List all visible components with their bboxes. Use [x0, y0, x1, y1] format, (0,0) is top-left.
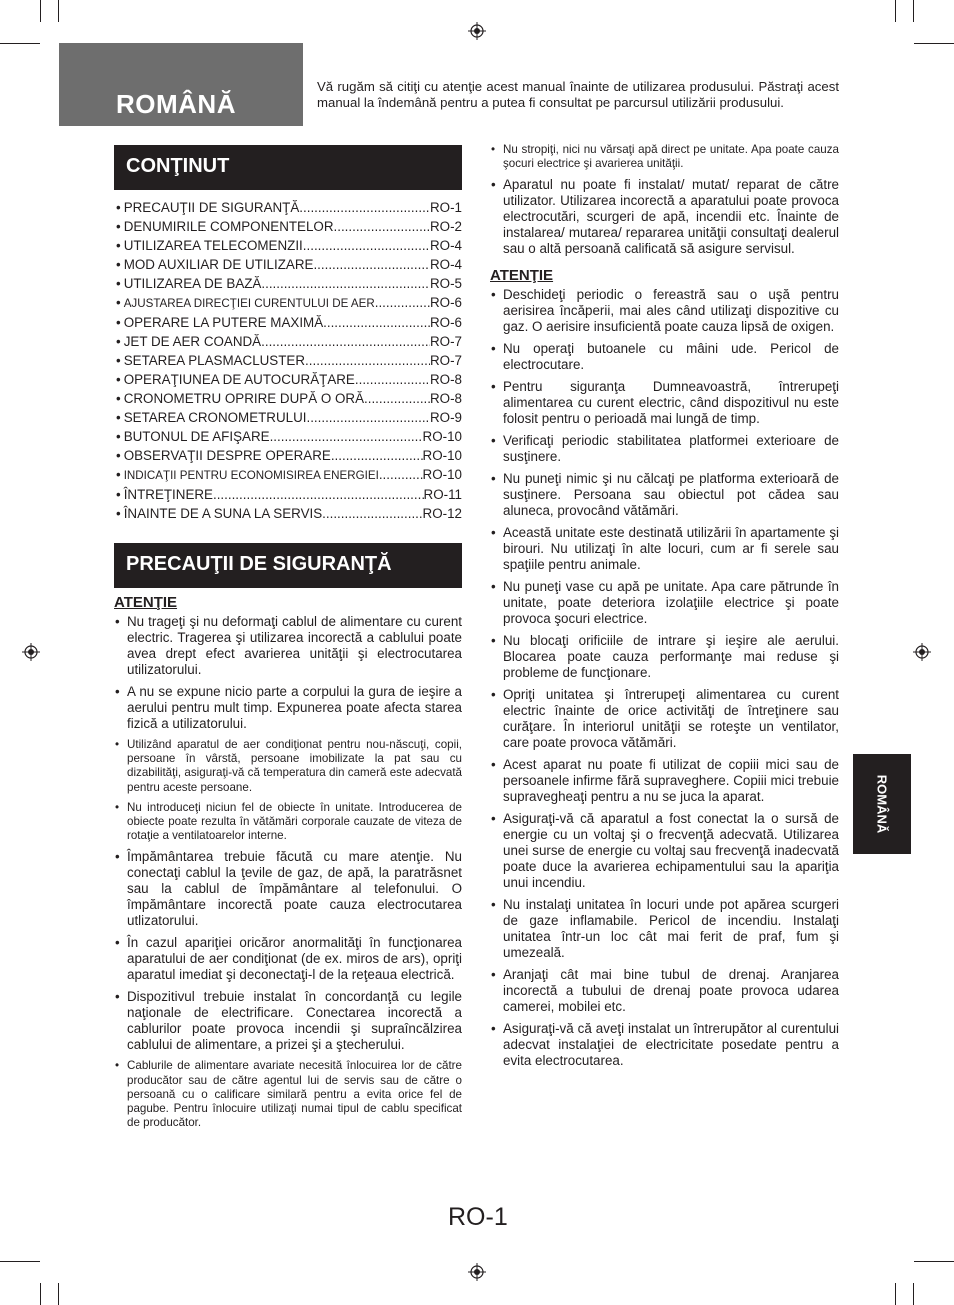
caution-list [114, 614, 462, 1130]
list-item: • În cazul apariţiei oricăror anormalităţi în funcţionarea aparatului de aer condiţionat (de ex. miros de ars), opriţi aparatul imediat şi deconectaţi-l de la reţeaua electrică. [114, 935, 462, 983]
toc-item-page: RO-1 [430, 200, 462, 215]
bullet: • [116, 410, 121, 425]
toc-item [116, 217, 462, 236]
list-item: • A nu se expune nicio parte a corpului la gura de ieşire a aerului pentru mult timp. Expunerea poate afecta starea fizică a utilizatorului. [114, 684, 462, 732]
language-side-tab [853, 754, 911, 854]
toc-item-page: RO-7 [430, 334, 462, 349]
crop-mark [895, 0, 896, 22]
safety-title: PRECAUŢII DE SIGURANŢĂ [114, 543, 462, 588]
crop-mark [0, 43, 40, 44]
toc-item [116, 255, 462, 274]
toc-item-label: UTILIZAREA DE BAZĂ [123, 276, 262, 291]
toc-leader [306, 408, 430, 427]
list-item: • Asiguraţi-vă că aparatul a fost conectat la o sursă de energie cu un voltaj şi o frecvenţă adecvată. Utilizarea unei surse de energie cu voltaj sau frecvenţă inadecvată poate duce la avarierea echipamentului sau la apariţia unui incendiu. [490, 811, 839, 891]
crop-mark [58, 0, 59, 22]
toc-item-page: RO-10 [422, 467, 462, 482]
toc-item [116, 504, 462, 523]
toc-leader [299, 198, 430, 217]
caution-list [490, 287, 839, 1069]
toc-item-label: ÎNAINTE DE A SUNA LA SERVIS [123, 506, 323, 521]
crop-mark [914, 43, 954, 44]
registration-mark-icon [468, 22, 486, 40]
toc-leader [364, 389, 430, 408]
toc-item-label: MOD AUXILIAR DE UTILIZARE [123, 257, 314, 272]
list-item: • Nu operaţi butoanele cu mâini ude. Pericol de electrocutare. [490, 341, 839, 373]
crop-mark [895, 1283, 896, 1305]
language-title: ROMÂNĂ [116, 89, 236, 119]
toc-item-page: RO-11 [423, 487, 462, 502]
registration-mark-icon [22, 643, 40, 661]
crop-mark [0, 1261, 40, 1262]
bullet: • [116, 487, 121, 502]
list-item: • Pentru siguranţa Dumneavoastră, întrerupeţi alimentarea cu curent electric, când dispozitivul nu este folosit pentru o perioadă mai lungă de timp. [490, 379, 839, 427]
list-item: • Aranjaţi cât mai bine tubul de drenaj. Aranjarea incorectă a tubului de drenaj poate provoca udarea camerei, mobilei etc. [490, 967, 839, 1015]
bullet: • [116, 391, 121, 406]
toc-item-page: RO-8 [430, 372, 462, 387]
bullet: • [116, 372, 121, 387]
toc-item-page: RO-8 [430, 391, 462, 406]
toc-item [116, 313, 462, 332]
toc-leader [375, 293, 430, 312]
bullet: • [116, 315, 121, 330]
toc-item [116, 198, 462, 217]
bullet: • [116, 257, 121, 272]
list-item: • Deschideţi periodic o fereastră sau o uşă pentru aerisirea încăperii, mai ales când utilizaţi dispozitive cu gaz. O aerisire insuficientă poate cauza lipsă de oxigen. [490, 287, 839, 335]
list-item: • Nu blocaţi orificiile de intrare şi ieşire ale aerului. Blocarea poate cauza performanţe mai reduse şi probleme de funcţionare. [490, 633, 839, 681]
toc-item-page: RO-5 [430, 276, 462, 291]
list-item: • Nu introduceţi niciun fel de obiecte în unitate. Introducerea de obiecte poate rezulta în vătămări corporale cauzate de viteza de rotaţie a ventilatoarelor interne. [114, 801, 462, 844]
toc-item-page: RO-4 [430, 257, 462, 272]
crop-mark [914, 1261, 954, 1262]
list-item: • Acest aparat nu poate fi utilizat de copiii mici sau de persoanele infirme fără supraveghere. Copiii mici trebuie supravegheaţi pentru a nu se juca la aparat. [490, 757, 839, 805]
toc-item [116, 370, 462, 389]
toc-item-label: OPERARE LA PUTERE MAXIMĂ [123, 315, 324, 330]
toc-item-page: RO-10 [422, 429, 462, 444]
list-item: • Nu puneţi vase cu apă pe unitate. Apa care pătrunde în unitate, poate deteriora izolaţiile electrice şi poate provoca şocuri electrice. [490, 579, 839, 627]
list-item: • Verificaţi periodic stabilitatea platformei exterioare de susţinere. [490, 433, 839, 465]
list-item: • Nu trageţi şi nu deformaţi cablul de alimentare cu curent electric. Tragerea şi utilizarea incorectă a cablului poate avea drept efect avarierea unităţii şi electrocutarea utilizatorului. [114, 614, 462, 678]
left-column [114, 145, 462, 1136]
list-item: • Nu stropiţi, nici nu vărsaţi apă direct pe unitate. Apa poate cauza şocuri electrice şi avarierea unităţii. [490, 143, 839, 171]
toc-item [116, 465, 462, 485]
registration-mark-icon [468, 1263, 486, 1281]
list-item: • Cablurile de alimentare avariate necesită înlocuirea lor de către producător sau de către agentul lui de servis sau de către o persoană cu o calificare similară pentru a evita orice fel de pagube. Pentru înlocuire utilizaţi numai tipul de cablu specificat de producător. [114, 1059, 462, 1130]
toc-item-label: BUTONUL DE AFIŞARE [123, 429, 270, 444]
toc-item [116, 332, 462, 351]
toc-leader [322, 504, 422, 523]
toc-leader [334, 217, 430, 236]
toc-leader [261, 274, 430, 293]
intro-text: Vă rugăm să citiţi cu atenţie acest manual înainte de utilizarea produsului. Păstraţi acest manual la îndemână pentru a putea fi consultat pe parcursul utilizării produsului. [317, 79, 839, 110]
list-item: • Asiguraţi-vă că aveţi instalat un întrerupător al curentului adecvat instalaţiei de electricitate posedate pentru a evita electrocutarea. [490, 1021, 839, 1069]
bullet: • [116, 334, 121, 349]
bullet: • [116, 448, 121, 463]
toc-item [116, 446, 462, 465]
warning-list-continued [490, 143, 839, 257]
bullet: • [116, 219, 121, 234]
toc-item [116, 293, 462, 313]
toc-item-label: DENUMIRILE COMPONENTELOR [123, 219, 334, 234]
bullet: • [116, 467, 121, 482]
toc-item-page: RO-2 [430, 219, 462, 234]
toc-item-page: RO-10 [422, 448, 462, 463]
registration-mark-icon [913, 643, 931, 661]
bullet: • [116, 200, 121, 215]
crop-mark [40, 0, 41, 22]
caution-heading: ATENŢIE [114, 594, 178, 611]
list-item: • Opriţi unitatea şi întrerupeţi alimentarea cu curent electric înainte de orice activităţi de întreţinere sau curăţare. În interiorul unităţii se roteşte un ventilator, care poate provoca vătămări. [490, 687, 839, 751]
page-number: RO-1 [448, 1203, 508, 1231]
toc-item-label: PRECAUŢII DE SIGURANŢĂ [123, 200, 300, 215]
toc-leader [303, 236, 430, 255]
table-of-contents [114, 198, 462, 523]
toc-item-page: RO-4 [430, 238, 462, 253]
toc-item [116, 389, 462, 408]
language-header-block [59, 43, 303, 126]
toc-item [116, 351, 462, 370]
toc-leader [213, 485, 424, 504]
toc-item-label: ÎNTREŢINERE [123, 487, 213, 502]
toc-item [116, 236, 462, 255]
crop-mark [913, 0, 914, 22]
bullet: • [116, 276, 121, 291]
toc-item-page: RO-6 [430, 295, 462, 310]
crop-mark [40, 1283, 41, 1305]
list-item: • Dispozitivul trebuie instalat în concordanţă cu legile naţionale de electrificare. Conectarea incorectă a cablurilor poate provoca incendii şi supraîncălzirea cablului de alimentare, a prizei şi a ştecherului. [114, 989, 462, 1053]
list-item: • Nu instalaţi unitatea în locuri unde pot apărea scurgeri de gaze inflamabile. Pericol de incendiu. Instalaţi unitatea într-un loc cât mai ferit de praf, fum şi umezeală. [490, 897, 839, 961]
contents-title: CONŢINUT [114, 145, 462, 190]
toc-item-page: RO-6 [430, 315, 462, 330]
toc-item-page: RO-9 [430, 410, 462, 425]
toc-item [116, 427, 462, 446]
crop-mark [913, 1283, 914, 1305]
toc-leader [313, 255, 430, 274]
toc-item-page: RO-7 [430, 353, 462, 368]
bullet: • [116, 295, 121, 310]
toc-leader [379, 465, 423, 484]
toc-item-label: AJUSTAREA DIRECŢIEI CURENTULUI DE AER [123, 297, 375, 310]
toc-item [116, 408, 462, 427]
toc-leader [261, 332, 430, 351]
list-item: • Împământarea trebuie făcută cu mare atenţie. Nu conectaţi cablul la ţevile de gaz, de apă, la paratrăsnet sau la cablul de împământare al telefonului. O împământare incorectă poate cauza electrocutarea utlizatorului. [114, 849, 462, 929]
caution-heading: ATENŢIE [490, 267, 554, 285]
bullet: • [116, 429, 121, 444]
toc-item-label: SETAREA CRONOMETRULUI [123, 410, 307, 425]
right-column [490, 143, 839, 1075]
toc-item [116, 274, 462, 293]
toc-leader [355, 370, 430, 389]
crop-mark [58, 1283, 59, 1305]
toc-item-label: INDICAŢII PENTRU ECONOMISIREA ENERGIEI [123, 469, 379, 482]
toc-item-label: OBSERVAŢII DESPRE OPERARE [123, 448, 331, 463]
toc-item-label: JET DE AER COANDĂ [123, 334, 262, 349]
toc-item-label: SETAREA PLASMACLUSTER [123, 353, 306, 368]
bullet: • [116, 506, 121, 521]
toc-item-label: UTILIZAREA TELECOMENZII [123, 238, 303, 253]
toc-leader [305, 351, 430, 370]
toc-item [116, 485, 462, 504]
side-tab-label: ROMÂNĂ [874, 774, 890, 834]
toc-item-page: RO-12 [422, 506, 462, 521]
list-item: • Această unitate este destinată utilizării în apartamente şi birouri. Nu utilizaţi în alte locuri, cum ar fi serele sau spaţiile pentru animale. [490, 525, 839, 573]
bullet: • [116, 353, 121, 368]
toc-item-label: OPERAŢIUNEA DE AUTOCURĂŢARE [123, 372, 355, 387]
toc-leader [323, 313, 430, 332]
bullet: • [116, 238, 121, 253]
list-item: • Utilizând aparatul de aer condiţionat pentru nou-născuţi, copii, persoane în vârstă, persoane imobilizate la pat sau cu dizabilităţi, asiguraţi-vă că temperatura din cameră este adecvată pentru aceste persoane. [114, 738, 462, 795]
list-item: • Aparatul nu poate fi instalat/ mutat/ reparat de către utilizator. Utilizarea incorectă a aparatului poate provoca electrocutări, scurgeri de apă, incendii etc. Înainte de instalarea/ mutarea/ repararea unităţii consultaţi dealerul sau o altă persoană calificată să asigure servisul. [490, 177, 839, 257]
toc-item-label: CRONOMETRU OPRIRE DUPĂ O ORĂ [123, 391, 365, 406]
toc-leader [331, 446, 423, 465]
toc-leader [270, 427, 423, 446]
list-item: • Nu puneţi nimic şi nu călcaţi pe platforma exterioară de susţinere. Persoana sau obiectul pot cădea sau aluneca, provocând vătămări. [490, 471, 839, 519]
